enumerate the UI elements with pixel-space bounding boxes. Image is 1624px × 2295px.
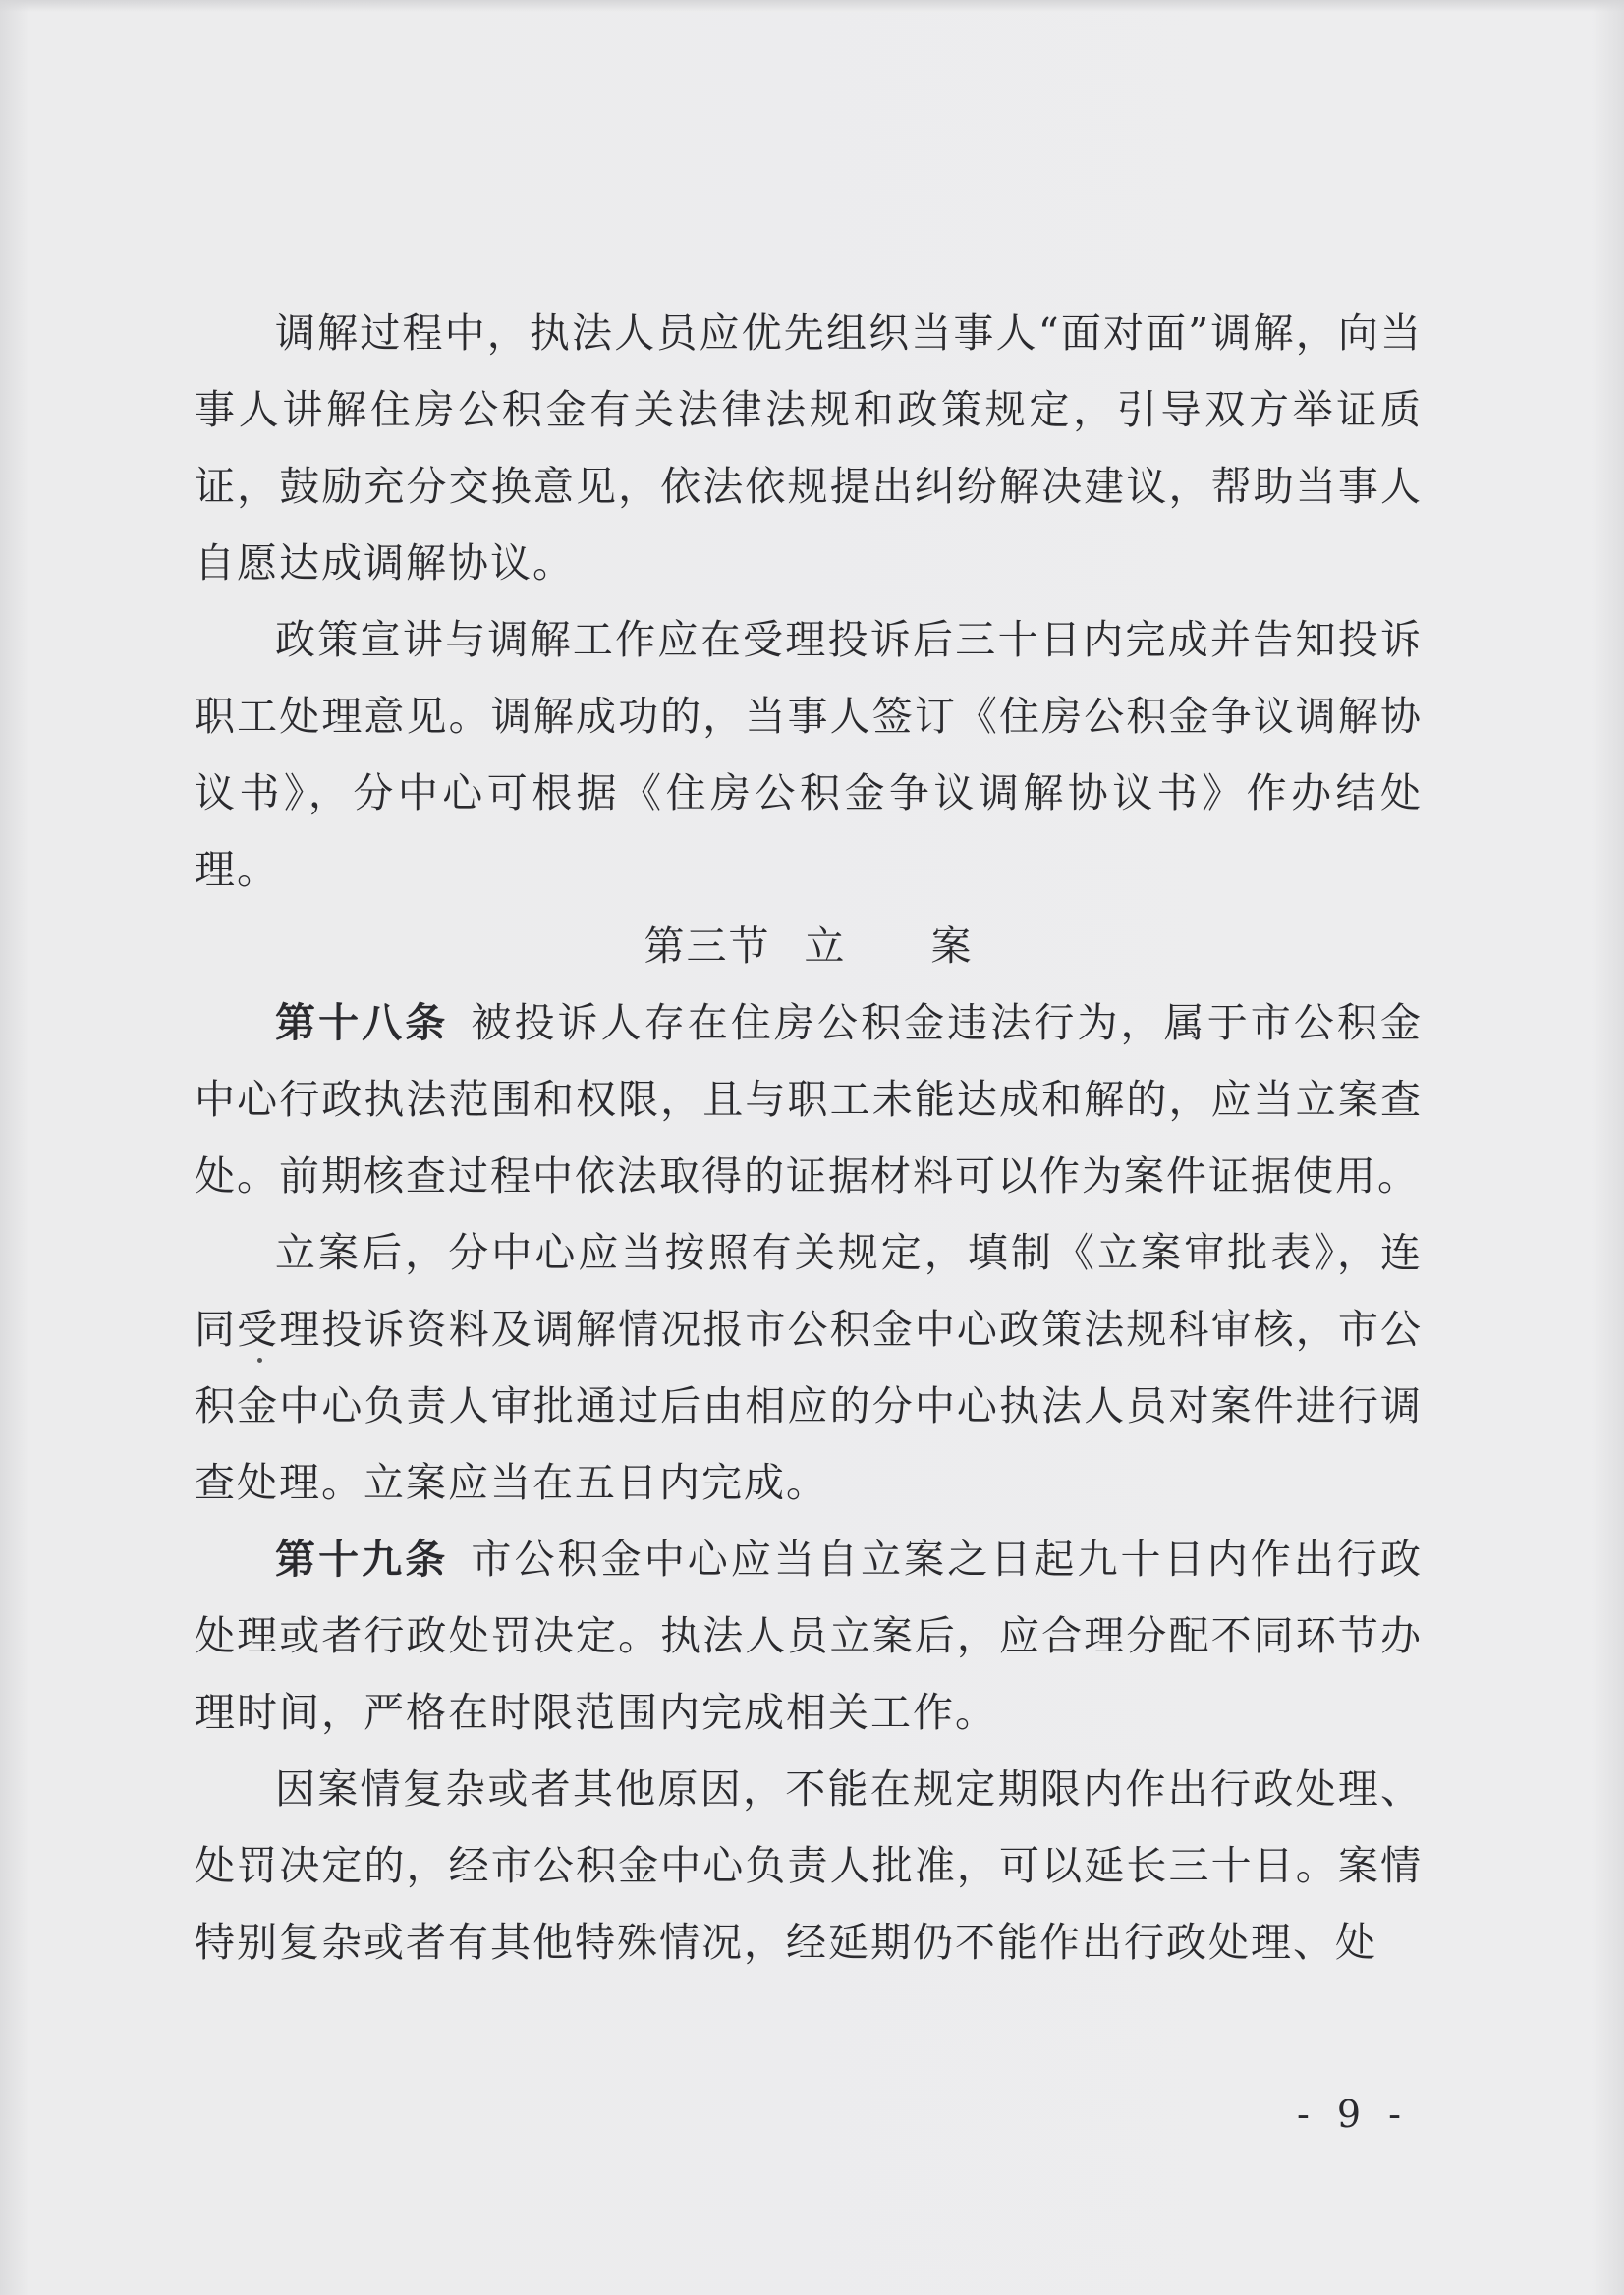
section-heading bbox=[195, 908, 1423, 984]
paragraph-text: 因案情复杂或者其他原因，不能在规定期限内作出行政处理、处罚决定的，经市公积金中心负责人批准，可以延长三十日。案情特别复杂或者有其他特殊情况，经延期仍不能作出行政处理、处 bbox=[195, 1765, 1423, 1966]
body-text bbox=[195, 295, 1423, 1981]
scan-speck bbox=[257, 1358, 262, 1363]
paragraph-mediation-process bbox=[195, 295, 1423, 601]
paragraph-text: 政策宣讲与调解工作应在受理投诉后三十日内完成并告知投诉职工处理意见。调解成功的，当事人签订《住房公积金争议调解协议书》，分中心可根据《住房公积金争议调解协议书》作办结处理。 bbox=[195, 616, 1423, 893]
section-heading-char: 案 bbox=[930, 923, 974, 970]
article-number: 第十九条 bbox=[275, 1536, 449, 1583]
paragraph-filing-procedure bbox=[195, 1214, 1423, 1521]
article-19 bbox=[195, 1521, 1423, 1751]
article-18 bbox=[195, 984, 1423, 1214]
paragraph-text: 被投诉人存在住房公积金违法行为，属于市公积金中心行政执法范围和权限，且与职工未能达成和解的，应当立案查处。前期核查过程中依法取得的证据材料可以作为案件证据使用。 bbox=[195, 999, 1424, 1200]
paragraph-extension bbox=[195, 1751, 1423, 1981]
paragraph-text: 立案后，分中心应当按照有关规定，填制《立案审批表》，连同受理投诉资料及调解情况报市公积金中心政策法规科审核，市公积金中心负责人审批通过后由相应的分中心执法人员对案件进行调查处理。立案应当在五日内完成。 bbox=[195, 1229, 1423, 1506]
scan-edge-shadow bbox=[0, 0, 1624, 12]
paragraph-mediation-deadline bbox=[195, 601, 1423, 908]
section-heading-char: 立 bbox=[804, 923, 847, 970]
page-number: - 9 - bbox=[1297, 2093, 1410, 2136]
paragraph-text: 市公积金中心应当自立案之日起九十日内作出行政处理或者行政处罚决定。执法人员立案后，应合理分配不同环节办理时间，严格在时限范围内完成相关工作。 bbox=[195, 1536, 1424, 1736]
article-number: 第十八条 bbox=[275, 999, 449, 1046]
section-heading-prefix: 第三节 bbox=[644, 923, 771, 970]
paragraph-text: 调解过程中，执法人员应优先组织当事人“面对面”调解，向当事人讲解住房公积金有关法律法规和政策规定，引导双方举证质证，鼓励充分交换意见，依法依规提出纠纷解决建议，帮助当事人自愿达成调解协议。 bbox=[195, 309, 1423, 587]
